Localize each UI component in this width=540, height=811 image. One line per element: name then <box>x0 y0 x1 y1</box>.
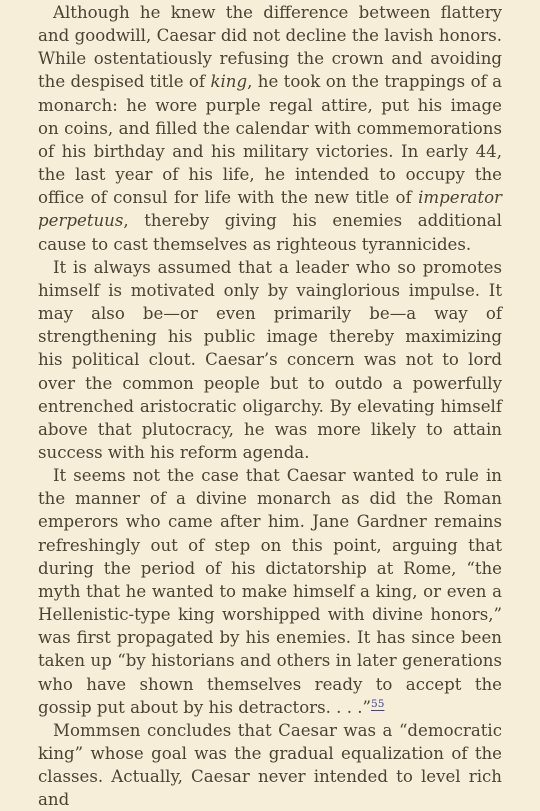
footnote-link-55[interactable]: 55 <box>371 697 385 710</box>
paragraph <box>38 719 502 811</box>
text-run: It seems not the case that Caesar wanted to rule in the manner of a divine monarch as did the Roman emperors who came after him. Jane Gardner remains refreshingly out of step on this point, arguing that during the period of his dictatorship at Rome, “the myth that he wanted to make himself a king, or even a Hellenistic-type king worshipped with divine honors,” was first propagated by his enemies. It has since been taken up “by historians and others in later generations who have shown themselves ready to accept the gossip put about by his detractors. . . .” <box>38 466 502 717</box>
text-run: Although he knew the difference between flattery and goodwill, Caesar did not decline the lavish honors. While ostentatiously refusing the crown and avoiding the despised title of <box>38 3 502 92</box>
text-run: , thereby giving his enemies additional cause to cast themselves as righteous tyrannicides. <box>38 211 502 254</box>
text-run: Mommsen concludes that Caesar was a “democratic king” whose goal was the gradual equalization of the classes. Actually, Caesar never intended to level rich and <box>38 720 502 810</box>
italic-term-imperator-perpetuus: imperator perpetuus <box>38 188 502 231</box>
text-run: , he took on the trappings of a monarch: he wore purple regal attire, put his image on coins, and filled the calendar with commemorations of his birthday and his military victories. In early 44, the last year of his life, he intended to occupy the office of consul for life with the new title of <box>38 72 502 208</box>
text-run: It is always assumed that a leader who so promotes himself is motivated only by vainglorious impulse. It may also be—or even primarily be—a way of strengthening his public image thereby maximizing his political clout. Caesar’s concern was not to lord over the common people but to outdo a powerfully entrenched aristocratic oligarchy. By elevating himself above that plutocracy, he was more likely to attain success with his reform agenda. <box>38 257 502 462</box>
page-body-text <box>38 1 502 811</box>
paragraph <box>38 1 502 256</box>
italic-term-king: king <box>210 72 248 92</box>
paragraph <box>38 256 502 464</box>
paragraph <box>38 464 502 719</box>
